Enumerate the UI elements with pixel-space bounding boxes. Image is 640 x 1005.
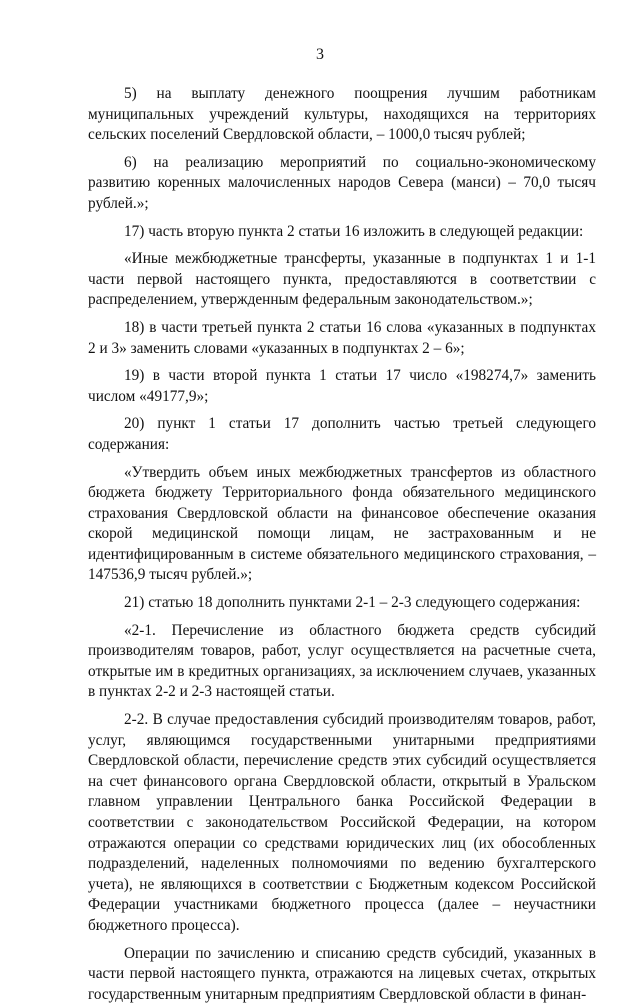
paragraph-clause-2-2: 2-2. В случае предоставления субсидий производителям товаров, работ, услуг, являющимся государственными унитарными предприятиями Свердловской области, перечисление средств этих субсидий осуществляется на счет финансового органа Свердловской области, открытый в Уральском главном управлении Центрального банка Российской Федерации в соответствии с законодательством Российской Федерации, на котором отражаются операции со средствами юридических лиц (их обособленных подразделений, наделенных полномочиями по ведению бухгалтерского учета), не являющихся в соответствии с Бюджетным кодексом Российской Федерации участниками бюджетного процесса (далее – неучастники бюджетного процесса). [88, 711, 596, 934]
paragraph-amendment-19: 19) в части второй пункта 1 статьи 17 число «198274,7» заменить числом «49177,9»; [88, 367, 596, 405]
paragraph-amendment-20: 20) пункт 1 статьи 17 дополнить частью третьей следующего содержания: [88, 415, 596, 453]
document-body [88, 84, 596, 1005]
paragraph-quote-20: «Утвердить объем иных межбюджетных трансфертов из областного бюджета бюджету Территориального фонда обязательного медицинского страхования Свердловской области на финансовое обеспечение оказания скорой медицинской помощи лицам, не застрахованным и не идентифицированным в системе обязательного медицинского страхования, – 147536,9 тысяч рублей.»; [88, 463, 596, 584]
paragraph-amendment-17: 17) часть вторую пункта 2 статьи 16 изложить в следующей редакции: [124, 222, 584, 240]
paragraph-quote-17: «Иные межбюджетные трансферты, указанные в подпунктах 1 и 1-1 части первой настоящего пункта, предоставляются в соответствии с распределением, утвержденным федеральным законодательством.»; [88, 250, 596, 309]
paragraph-item-5: 5) на выплату денежного поощрения лучшим работникам муниципальных учреждений культуры, находящихся на территориях сельских поселений Свердловской области, – 1000,0 тысяч рублей; [88, 85, 596, 144]
paragraph-clause-2-1: «2-1. Перечисление из областного бюджета средств субсидий производителям товаров, работ, услуг осуществляется на расчетные счета, открытые им в кредитных организациях, за исключением случаев, указанных в пунктах 2-2 и 2-3 настоящей статьи. [88, 621, 596, 701]
paragraph-operations: Операции по зачислению и списанию средств субсидий, указанных в части первой настоящего пункта, отражаются на лицевых счетах, открытых государственным унитарным предприятиям Свердловской области в финан- [88, 944, 596, 1003]
paragraph-amendment-21: 21) статью 18 дополнить пунктами 2-1 – 2-3 следующего содержания: [124, 594, 581, 612]
paragraph-amendment-18: 18) в части третьей пункта 2 статьи 16 слова «указанных в подпунктах 2 и 3» заменить словами «указанных в подпунктах 2 – 6»; [88, 318, 596, 357]
paragraph-item-6: 6) на реализацию мероприятий по социально-экономическому развитию коренных малочисленных народов Севера (манси) – 70,0 тысяч рублей.»; [88, 153, 596, 212]
page-number: 3 [316, 46, 324, 63]
